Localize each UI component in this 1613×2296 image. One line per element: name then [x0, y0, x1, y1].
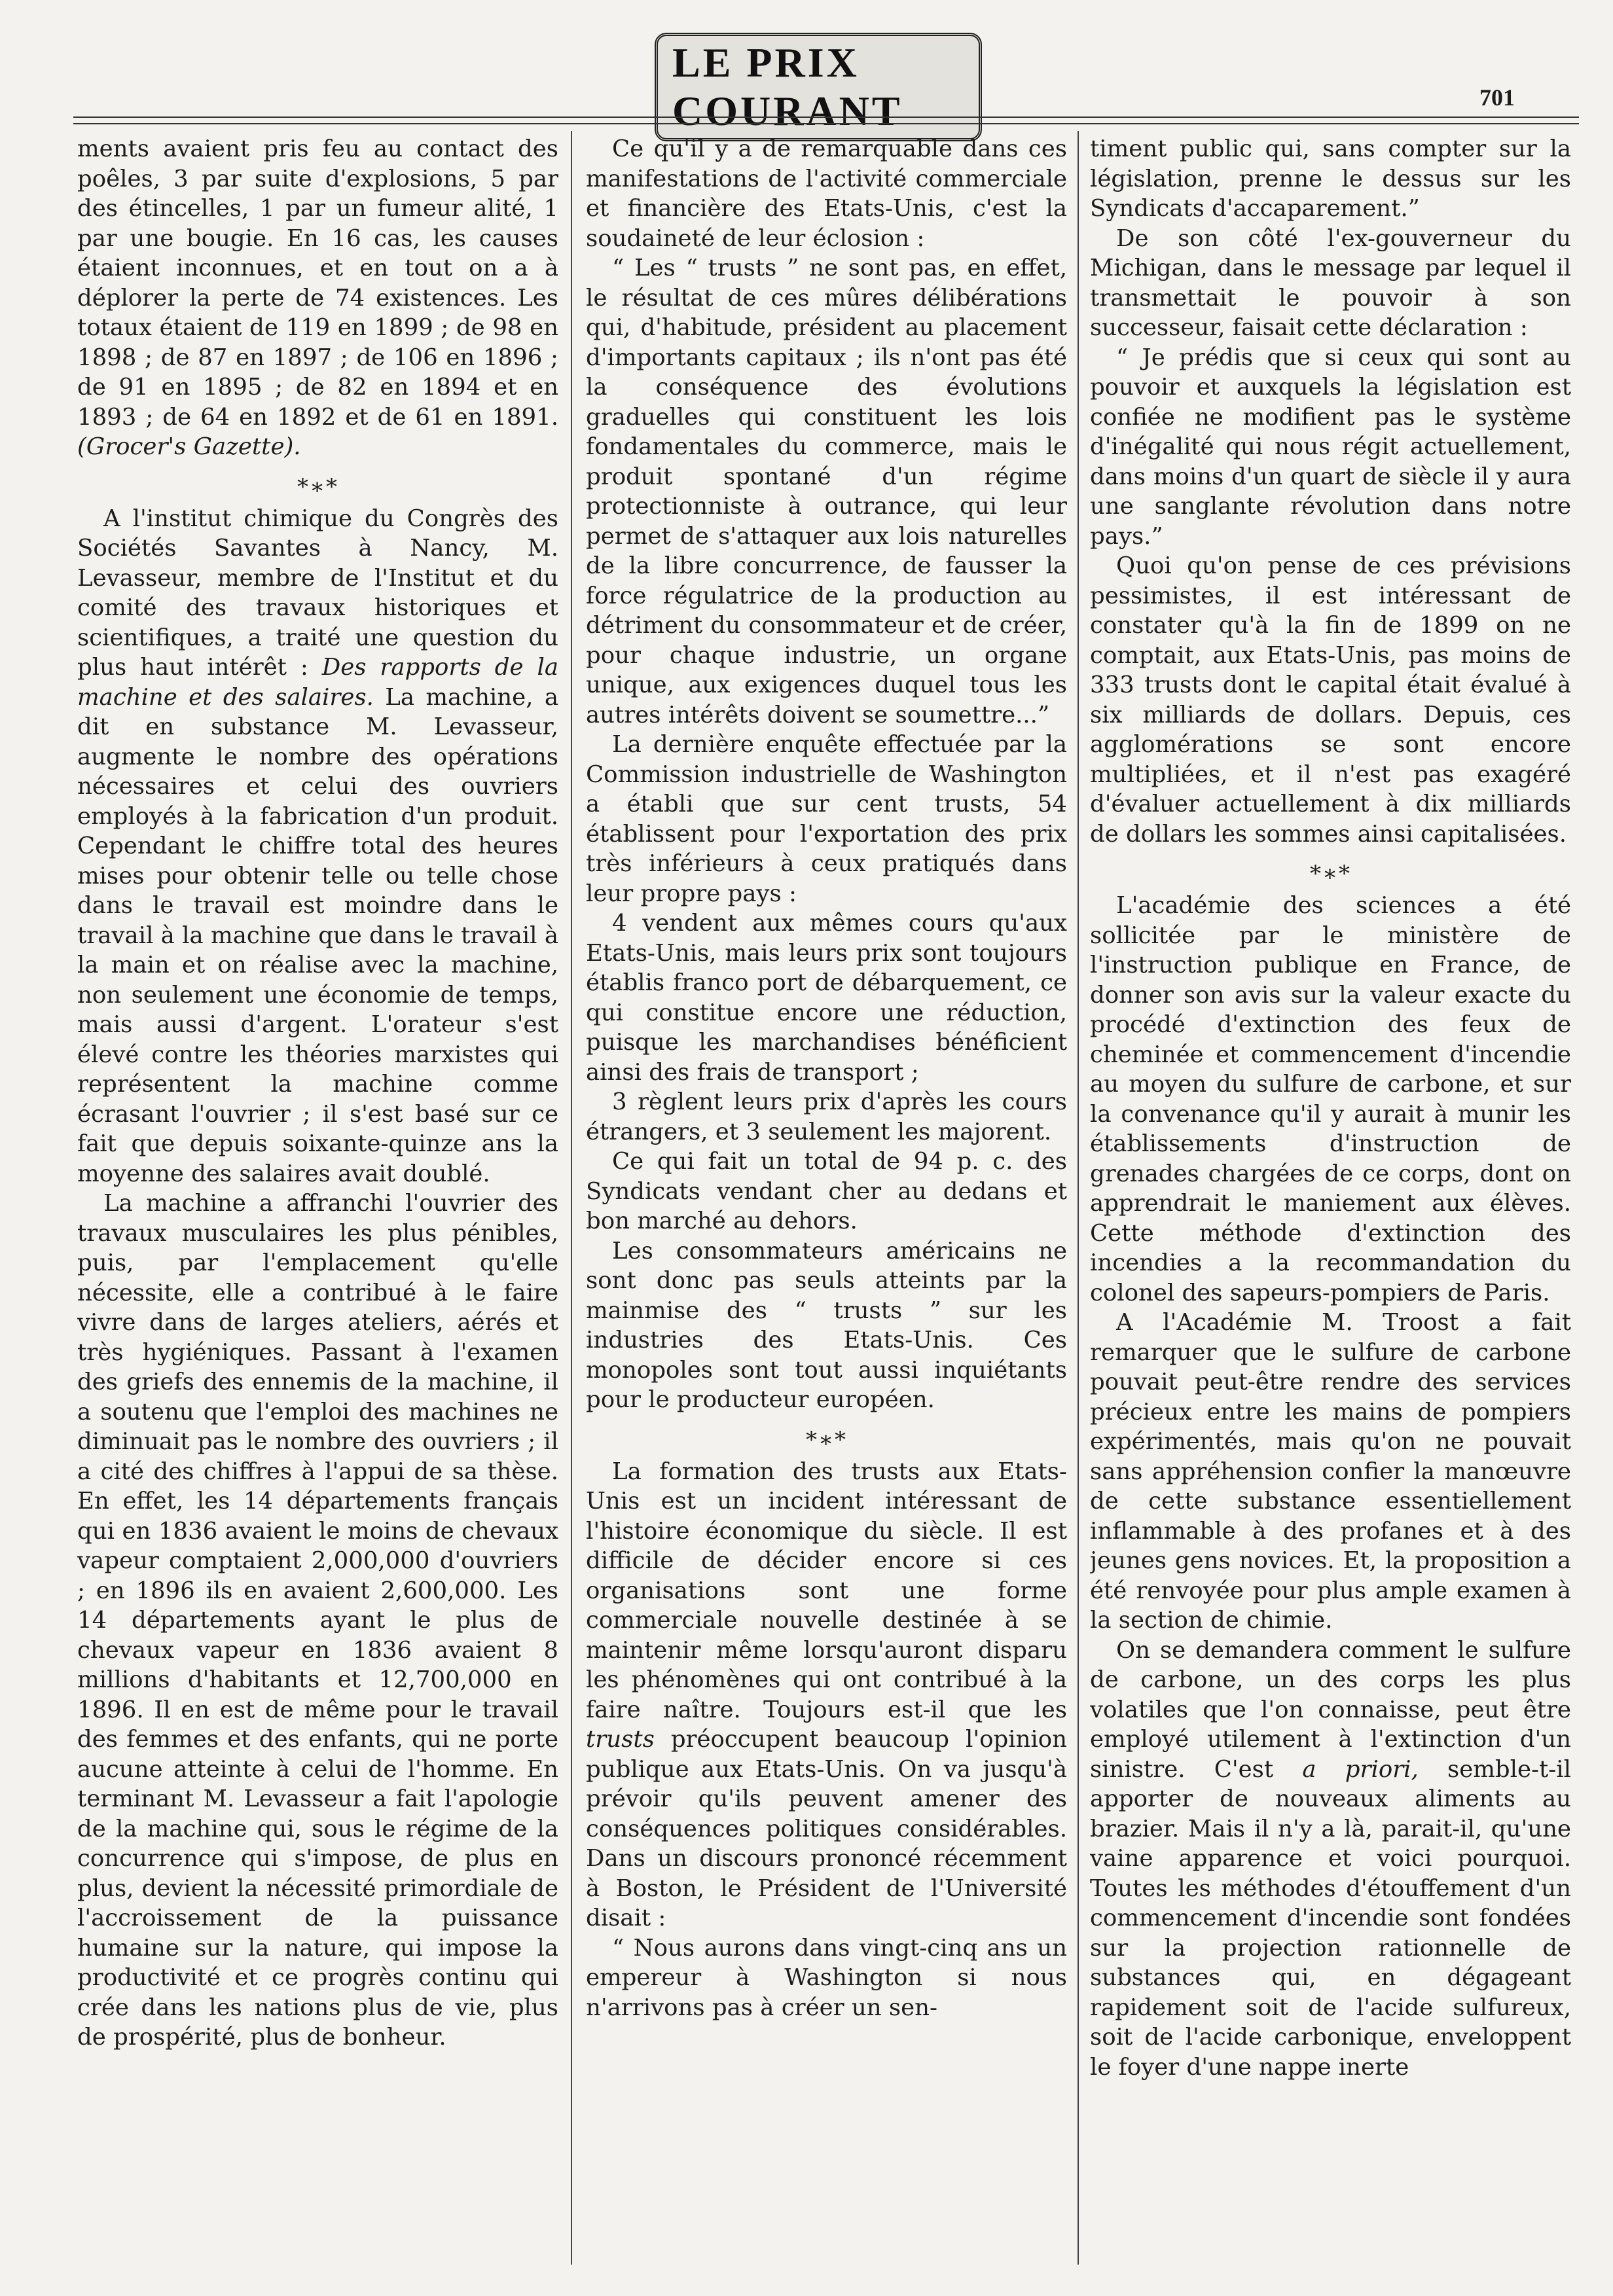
col3-paragraph-prediction: “ Je prédis que si ceux qui sont au pouvoir et auxquels la législation est confiée ne modifient pas le système d'inégalité qui nous régit actuellement, dans moins d'un quart de siècle il y aura une sanglante révolution dans notre pays.” [1090, 344, 1571, 550]
col2-paragraph-trusts-quote: “ Les “ trusts ” ne sont pas, en effet, le résultat de ces mûres délibérations qui, d'habitude, président au placement d'importants capitaux ; ils n'ont pas été la conséquence des évolutions graduelles qui constituent les lois fondamentales du commerce, mais le produit spontané d'un régime protectionniste à outrance, qui leur permet de s'attaquer aux lois naturelles de la libre concurrence, de fausser la force régulatrice de la production au détriment du consommateur et de créer, pour chaque industrie, un organe unique, aux exigences duquel tous les autres intérêts doivent se soumettre...” [586, 255, 1067, 728]
col2-paragraph-total: Ce qui fait un total de 94 p. c. des Syndicats vendant cher au dedans et bon marché au dehors. [586, 1148, 1067, 1234]
column-divider-left [571, 131, 572, 2265]
col1-lecture-title: Des rapports de la machine et des salaires. [77, 654, 558, 711]
header-rule-bottom [73, 123, 1579, 124]
col3-paragraph-continuation: timent public qui, sans compter sur la législation, prenne le dessus sur les Syndicats d'accaparement.” [1090, 135, 1571, 222]
col1-paragraph-machine: La machine a affranchi l'ouvrier des travaux musculaires les plus pénibles, puis, par l'emplacement qu'elle nécessite, elle a contribué à le faire vivre dans de larges ateliers, aérés et très hygiéniques. Passant à l'examen des griefs des ennemis de la machine, il a soutenu que l'emploi des machines ne diminuait pas le nombre des ouvriers ; il a cité des chiffres à l'appui de sa thèse. En effet, les 14 départements français qui en 1836 avaient le moins de chevaux vapeur comptaient 2,000,000 d'ouvriers ; en 1896 ils en avaient 2,600,000. Les 14 départements ayant le plus de chevaux vapeur en 1836 avaient 8 millions d'habitants et 12,700,000 en 1896. Il en est de même pour le travail des femmes et des enfants, qui ne porte aucune atteinte à celui de l'homme. En terminant M. Levasseur a fait l'apologie de la machine qui, sous le régime de la concurrence qui s'impose, de plus en plus, devient la nécessité primordiale de l'accroissement de la puissance humaine sur la nature, qui impose la productivité et ce progrès continu qui crée dans les nations plus de vie, plus de prospérité, plus de bonheur. [77, 1190, 558, 2051]
column-1 [77, 134, 558, 2261]
col3-paragraph-sulfure: On se demandera comment le sulfure de carbone, un des corps les plus volatiles que l'on connaisse, peut être employé utilement à l'extinction d'un sinistre. C'est a priori, semble-t-il apporter de nouveaux aliments au brazier. Mais il n'y a là, parait-il, qu'une vaine apparence et voici pourquoi. Toutes les méthodes d'étouffement d'un commencement d'incendie sont fondées sur la projection rationnelle de substances qui, en dégageant rapidement soit de l'acide sulfureux, soit de l'acide carbonique, enveloppent le foyer d'une nappe inerte [1090, 1636, 1571, 2081]
col2-paragraph-foreign-prices: 3 règlent leurs prix d'après les cours étrangers, et 3 seulement les majorent. [586, 1088, 1067, 1145]
header-rule-top [73, 117, 1579, 118]
col2-paragraph-commission: La dernière enquête effectuée par la Commission industrielle de Washington a établi que sur cent trusts, 54 établissent pour l'exportation des prix très inférieurs à ceux pratiqués dans leur propre pays : [586, 731, 1067, 907]
col2-paragraph-consumers: Les consommateurs américains ne sont donc pas seuls atteints par la mainmise des “ trusts ” sur les industries des Etats-Unis. Ces monopoles sont tout aussi inquiétants pour le producteur européen. [586, 1237, 1067, 1413]
col3-paragraph-michigan: De son côté l'ex-gouverneur du Michigan, dans le message par lequel il transmettait le pouvoir à son successeur, faisait cette déclaration : [1090, 224, 1571, 341]
column-divider-right [1078, 131, 1079, 2265]
masthead [655, 39, 982, 134]
section-separator-asterism: *∗* [297, 473, 339, 500]
col2-paragraph-formation: La formation des trusts aux Etats-Unis est un incident intéressant de l'histoire économique du siècle. Il est difficile de décider encore si ces organisations sont une forme commerciale nouvelle destinée à se maintenir même lorsqu'auront disparu les phénomènes qui ont contribué à la faire naître. Toujours est-il que les trusts préoccupent beaucoup l'opinion publique aux Etats-Unis. On va jusqu'à prévoir qu'ils peuvent amener des conséquences politiques considérables. Dans un discours prononcé récemment à Boston, le Président de l'Université disait : [586, 1458, 1067, 1931]
col1-paragraph-levasseur: A l'institut chimique du Congrès des Sociétés Savantes à Nancy, M. Levasseur, membre de l'Institut et du comité des travaux historiques et scientifiques, a traité une question du plus haut intérêt : Des rapports de la machine et des salaires. La machine, a dit en substance M. Levasseur, augmente le nombre des opérations nécessaires et celui des ouvriers employés à la fabrication d'un produit. Cependant le chiffre total des heures mises pour obtenir telle ou telle chose dans le travail est moindre dans le travail à la machine que dans le travail à la main et on réalise avec la machine, non seulement une économie de temps, mais aussi d'argent. L'orateur s'est élevé contre les théories marxistes qui représentent la machine comme écrasant l'ouvrier ; il s'est basé sur ce fait que depuis soixante-quinze ans la moyenne des salaires avait doublé. [77, 505, 558, 1187]
col2-paragraph-intro: Ce qu'il y a de remarquable dans ces manifestations de l'activité commerciale et financière des Etats-Unis, c'est la soudaineté de leur éclosion : [586, 135, 1067, 252]
col3-paragraph-troost: A l'Académie M. Troost a fait remarquer que le sulfure de carbone pouvait peut-être rendre des services précieux entre les mains de pompiers expérimentés, mais qu'on ne pouvait sans appréhension confier la manœuvre de cette substance essentiellement inflammable à des profanes et à des jeunes gens novices. Et, la proposition a été renvoyée pour plus ample examen à la section de chimie. [1090, 1309, 1571, 1634]
col1-paragraph-fire-statistics: ments avaient pris feu au contact des poêles, 3 par suite d'explosions, 5 par des étincelles, 1 par un fumeur alité, 1 par une bougie. En 16 cas, les causes étaient inconnues, et en tout on a à déplorer la perte de 74 existences. Les totaux étaient de 119 en 1899 ; de 98 en 1898 ; de 87 en 1897 ; de 106 en 1896 ; de 91 en 1895 ; de 82 en 1894 et en 1893 ; de 64 en 1892 et de 61 en 1891. (Grocer's Gazette). [77, 135, 558, 460]
page-number: 701 [1479, 84, 1515, 111]
column-2 [586, 134, 1067, 2261]
col2-paragraph-same-prices: 4 vendent aux mêmes cours qu'aux Etats-Unis, mais leurs prix sont toujours établis franco port de débarquement, ce qui constitue encore une réduction, puisque les marchandises bénéficient ainsi des frais de transport ; [586, 910, 1067, 1086]
col3-paragraph-academie: L'académie des sciences a été sollicitée par le ministère de l'instruction publique en France, de donner son avis sur la valeur exacte du procédé d'extinction des feux de cheminée et commencement d'incendie au moyen du sulfure de carbone, et sur la convenance qu'il y aurait à munir les établissements d'instruction de grenades chargées de ce corps, dont on apprendrait le maniement aux élèves. Cette méthode d'extinction des incendies a la recommandation du colonel des sapeurs-pompiers de Paris. [1090, 892, 1571, 1306]
col2-paragraph-boston-quote: “ Nous aurons dans vingt-cinq ans un empereur à Washington si nous n'arrivons pas à créer un sen- [586, 1934, 1067, 2021]
column-3 [1090, 134, 1571, 2261]
masthead-title: LE PRIX COURANT [655, 33, 982, 141]
section-separator-asterism: *∗* [1309, 861, 1352, 887]
col1-source-citation: (Grocer's Gazette). [77, 433, 301, 460]
section-separator-asterism: *∗* [805, 1426, 848, 1453]
col3-paragraph-333-trusts: Quoi qu'on pense de ces prévisions pessimistes, il est intéressant de constater qu'à la fin de 1899 on ne comptait, aux Etats-Unis, pas moins de 333 trusts dont le capital était évalué à six milliards de dollars. Depuis, ces agglomérations se sont encore multipliées, et il n'est pas exagéré d'évaluer actuellement à dix milliards de dollars les sommes ainsi capitalisées. [1090, 552, 1571, 848]
